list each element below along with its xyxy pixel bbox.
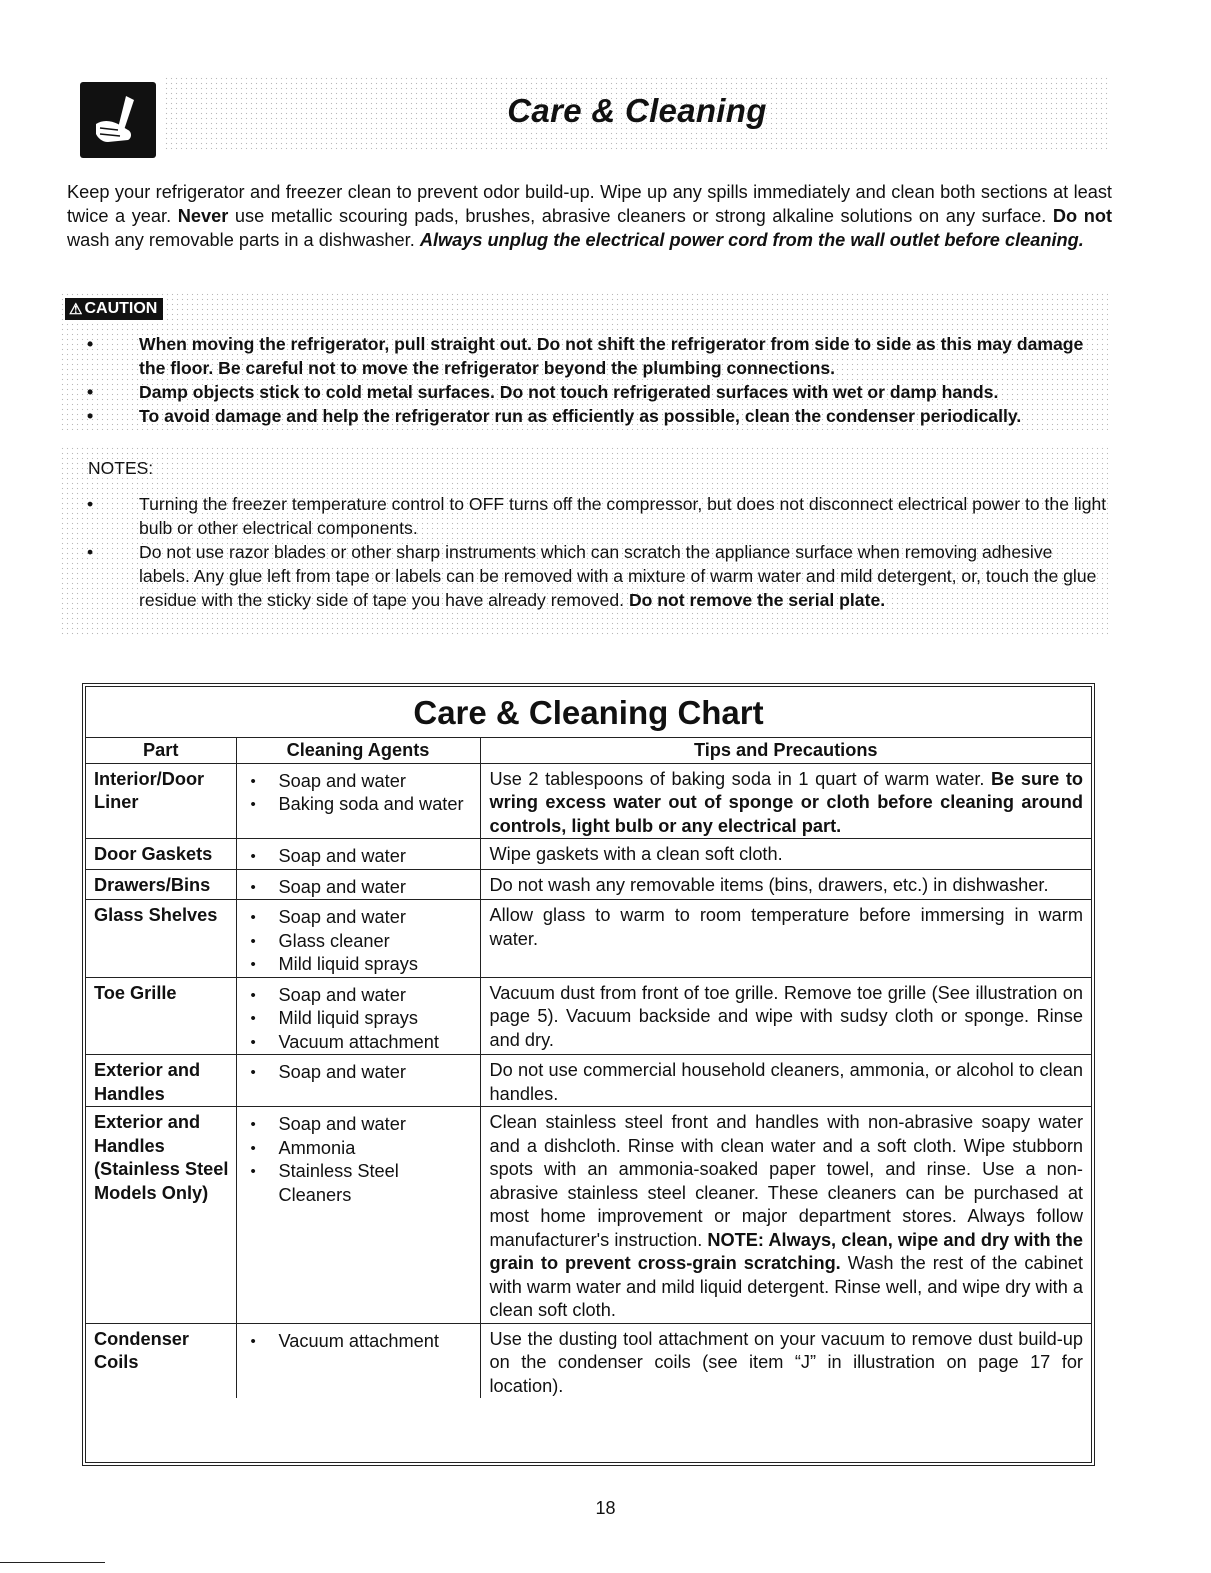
table-row <box>86 900 1091 978</box>
agent-item: • Soap and water <box>242 876 474 900</box>
hand-cleaning-icon <box>80 82 156 158</box>
note-item: • Turning the freezer temperature control to OFF turns off the compressor, but does not disconnect electrical power to the light bulb or other electrical components. <box>60 492 1108 540</box>
table-row <box>86 1055 1091 1107</box>
part-cell: Glass Shelves <box>86 900 236 978</box>
column-header-tips: Tips and Precautions <box>480 738 1091 763</box>
page-number: 18 <box>595 1498 616 1518</box>
table-row <box>86 763 1091 839</box>
agents-list <box>242 845 474 869</box>
cleaning-agents-cell <box>236 1323 480 1398</box>
cleaning-agents-cell <box>236 1107 480 1324</box>
agents-list <box>242 1330 474 1354</box>
agent-item: • Baking soda and water <box>242 793 474 817</box>
caution-list <box>60 332 1108 428</box>
tips-text: Wipe gaskets with a clean soft cloth. <box>489 844 783 864</box>
part-cell: Exterior and Handles (Stainless Steel Models Only) <box>86 1107 236 1324</box>
tips-cell <box>480 869 1091 900</box>
chart-title: Care & Cleaning Chart <box>86 687 1091 738</box>
part-cell: Exterior and Handles <box>86 1055 236 1107</box>
caution-item: • When moving the refrigerator, pull straight out. Do not shift the refrigerator from side to side as this may damage the floor. Be careful not to move the refrigerator beyond the plumbing connections. <box>60 332 1108 380</box>
column-header-part: Part <box>86 738 236 763</box>
tips-text: Do not use commercial household cleaners, ammonia, or alcohol to clean handles. <box>489 1060 1083 1104</box>
footer-rule <box>0 1562 105 1563</box>
notes-box <box>60 446 1108 636</box>
agents-list <box>242 770 474 817</box>
caution-badge <box>65 298 163 320</box>
agents-list <box>242 1061 474 1085</box>
agents-list <box>242 984 474 1055</box>
table-header-row <box>86 738 1091 763</box>
table-row <box>86 1107 1091 1324</box>
tips-text: Use 2 tablespoons of baking soda in 1 quart of warm water. <box>489 768 991 789</box>
tips-text: Do not wash any removable items (bins, drawers, etc.) in dishwasher. <box>489 874 1049 895</box>
agent-item: • Soap and water <box>242 770 474 794</box>
agents-list <box>242 1113 474 1207</box>
note-item-bold: Do not remove the serial plate. <box>628 590 886 610</box>
agent-item: • Ammonia <box>242 1137 474 1161</box>
caution-box <box>60 292 1108 430</box>
warning-triangle-icon: ⚠ <box>69 301 83 318</box>
agents-list <box>242 876 474 900</box>
tips-cell <box>480 839 1091 870</box>
care-cleaning-table <box>86 738 1091 1398</box>
tips-text: Clean stainless steel front and handles with non-abrasive soapy water and a dishcloth. Rinse with clean water and a soft cloth. Wipe stubborn spots with an ammonia-soaked paper towel, and rinse. Use a non-abrasive stainless steel cleaner. These cleaners can be purchased at most home improvement or major department stores. Always follow manufacturer's instruction. <box>489 1112 1083 1250</box>
agent-item: • Stainless Steel Cleaners <box>242 1160 474 1207</box>
table-row <box>86 839 1091 870</box>
table-body <box>86 763 1091 1398</box>
agent-item: • Soap and water <box>242 845 474 869</box>
agent-item: • Vacuum attachment <box>242 1330 474 1354</box>
part-cell: Door Gaskets <box>86 839 236 870</box>
tips-bold-text: Be sure to wring excess water out of sponge or cloth before cleaning around controls, light bulb or any electrical part. <box>489 768 1083 836</box>
cleaning-agents-cell <box>236 1055 480 1107</box>
intro-do-not: Do not <box>1052 206 1113 226</box>
header-band <box>164 76 1110 150</box>
cleaning-agents-cell <box>236 763 480 839</box>
table-row <box>86 869 1091 900</box>
cleaning-agents-cell <box>236 977 480 1055</box>
tips-cell <box>480 1323 1091 1398</box>
intro-text-2: use metallic scouring pads, brushes, abrasive cleaners or strong alkaline solutions on any surface. <box>228 206 1053 226</box>
agent-item: • Vacuum attachment <box>242 1031 474 1055</box>
caution-item: • Damp objects stick to cold metal surfaces. Do not touch refrigerated surfaces with wet or damp hands. <box>60 380 1108 404</box>
tips-text-after: Wash the rest of the cabinet with warm water and mild liquid detergent. Rinse well, and wipe dry with a clean soft cloth. <box>489 1253 1083 1320</box>
tips-text: Allow glass to warm to room temperature before immersing in warm water. <box>489 905 1083 949</box>
agent-item: • Soap and water <box>242 1113 474 1137</box>
tips-cell <box>480 977 1091 1055</box>
tips-text: Use the dusting tool attachment on your vacuum to remove dust build-up on the condenser coils (see item “J” in illustration on page 17 for location). <box>489 1328 1083 1396</box>
caution-item: • To avoid damage and help the refrigerator run as efficiently as possible, clean the condenser periodically. <box>60 404 1108 428</box>
agent-item: • Mild liquid sprays <box>242 1007 474 1031</box>
part-cell: Toe Grille <box>86 977 236 1055</box>
agent-item: • Soap and water <box>242 984 474 1008</box>
cleaning-agents-cell <box>236 900 480 978</box>
cleaning-agents-cell <box>236 839 480 870</box>
agent-item: • Glass cleaner <box>242 930 474 954</box>
section-header <box>80 72 1110 158</box>
intro-unplug-warning: Always unplug the electrical power cord from the wall outlet before cleaning. <box>419 230 1084 250</box>
notes-list <box>60 492 1108 612</box>
tips-cell <box>480 900 1091 978</box>
intro-text-1: Keep your refrigerator and freezer clean to prevent odor build-up. Wipe up any spills immediately and clean both sections at least twice a year. <box>67 182 1112 226</box>
agents-list <box>242 906 474 977</box>
table-row <box>86 977 1091 1055</box>
tips-cell <box>480 763 1091 839</box>
part-cell: Condenser Coils <box>86 1323 236 1398</box>
part-cell: Drawers/Bins <box>86 869 236 900</box>
tips-bold-text: NOTE: Always, clean, wipe and dry with the grain to prevent cross-grain scratching. <box>489 1229 1083 1273</box>
page-title: Care & Cleaning <box>507 92 767 129</box>
agent-item: • Soap and water <box>242 1061 474 1085</box>
care-cleaning-chart <box>82 683 1095 1466</box>
notes-label: NOTES: <box>88 458 154 478</box>
intro-text-3: wash any removable parts in a dishwasher. <box>67 230 420 250</box>
table-row <box>86 1323 1091 1398</box>
caution-label: CAUTION <box>84 300 158 317</box>
tips-text: Vacuum dust from front of toe grille. Remove toe grille (See illustration on page 5). Vacuum backside and wipe with sudsy cloth or sponge. Rinse and dry. <box>489 982 1083 1050</box>
column-header-agents: Cleaning Agents <box>236 738 480 763</box>
part-cell: Interior/Door Liner <box>86 763 236 839</box>
tips-cell <box>480 1107 1091 1324</box>
agent-item: • Mild liquid sprays <box>242 953 474 977</box>
cleaning-agents-cell <box>236 869 480 900</box>
intro-never: Never <box>177 206 229 226</box>
note-item-text: Do not use razor blades or other sharp instruments which can scratch the appliance surface when removing adhesive labels. Any glue left from tape or labels can be removed with a mixture of warm water and mild detergent, or, touch the glue residue with the sticky side of tape you have already removed. <box>139 542 1097 610</box>
tips-cell <box>480 1055 1091 1107</box>
intro-paragraph <box>67 180 1112 252</box>
note-item <box>60 540 1108 612</box>
agent-item: • Soap and water <box>242 906 474 930</box>
